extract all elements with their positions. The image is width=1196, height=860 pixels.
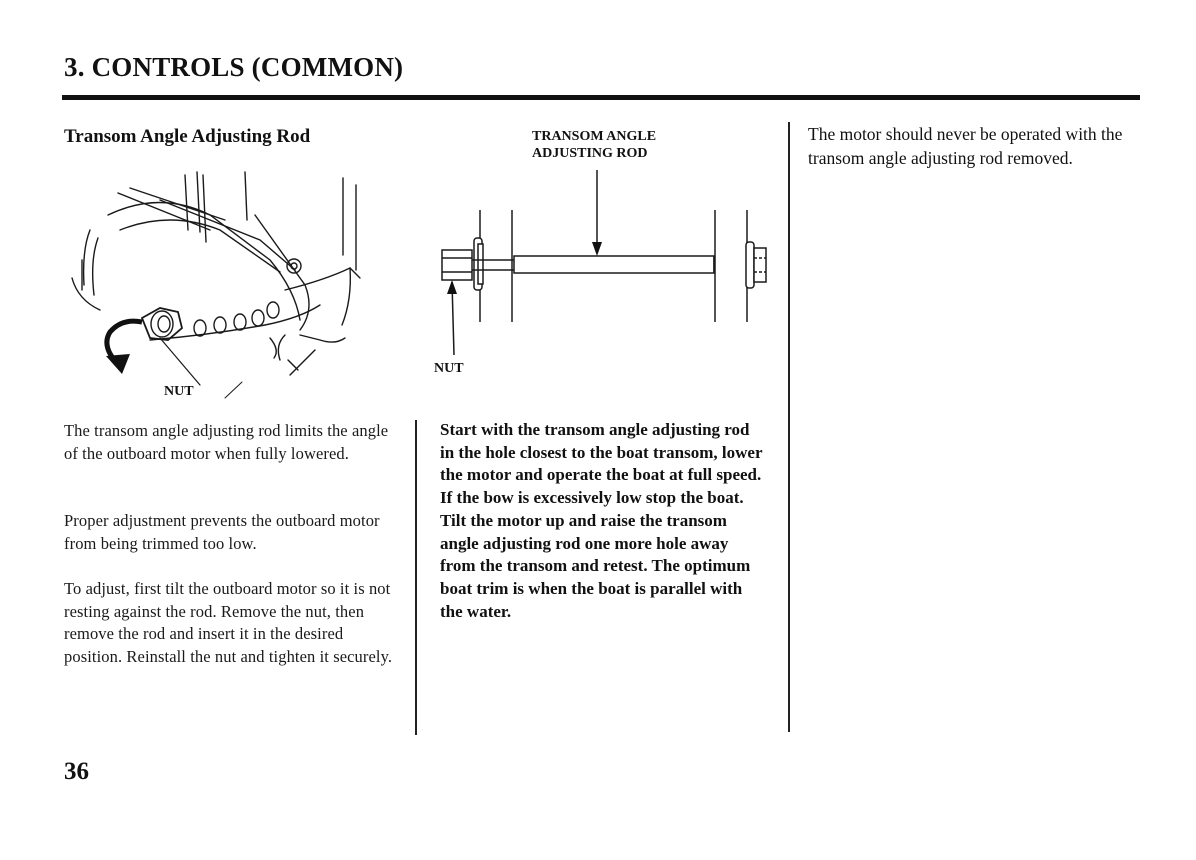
col1-paragraph-1: The transom angle adjusting rod limits the angle of the outboard motor when fully lowered. [64,421,389,463]
rod-illustration [432,160,772,370]
rod-label: TRANSOM ANGLE ADJUSTING ROD [532,129,657,161]
section-title: Transom Angle Adjusting Rod [64,126,311,147]
column-divider-1 [415,420,417,735]
column-divider-2 [788,122,790,732]
col1-paragraph-2: Proper adjustment prevents the outboard motor from being trimmed too low. [64,511,380,553]
chapter-title: 3. CONTROLS (COMMON) [64,52,404,82]
page-number: 36 [64,758,89,785]
title-rule [62,95,1140,100]
bracket-illustration [60,160,370,410]
col2-paragraph: Start with the transom angle adjusting rod in the hole closest to the boat transom, lower the motor and operate the boat at full speed. If the bow is excessively low stop the boat. Tilt the motor up and raise the transom angle adjusting rod one more hole away from the transom and retest. The optimum boat trim is when the boat is parallel with the water. [440,420,763,621]
nut-label-left: NUT [164,384,194,399]
col3-paragraph: The motor should never be operated with the transom angle adjusting rod removed. [808,124,1123,168]
col1-paragraph-3: To adjust, first tilt the outboard motor so it is not resting against the rod. Remove the nut, then remove the rod and insert it in the desired position. Reinstall the nut and tighten it securely. [64,579,393,667]
nut-label-center: NUT [434,361,464,376]
